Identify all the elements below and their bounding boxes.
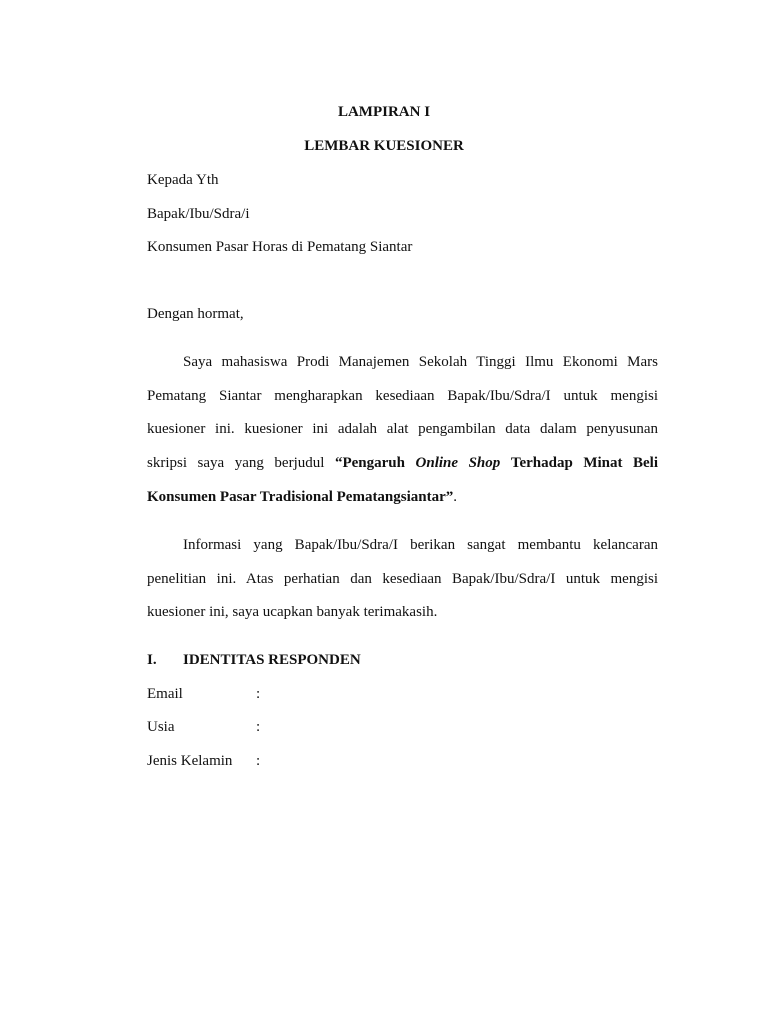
research-title-part-1: “Pengaruh bbox=[334, 455, 405, 471]
section-title: IDENTITAS RESPONDEN bbox=[183, 652, 361, 668]
address-line-1: Kepada Yth bbox=[147, 172, 219, 188]
research-title-italic: Online Shop bbox=[415, 455, 501, 471]
research-title-line-2: Konsumen Pasar Tradisional Pematangsiantar” bbox=[147, 489, 454, 505]
address-line-3: Konsumen Pasar Horas di Pematang Siantar bbox=[147, 239, 413, 255]
field-separator-usia: : bbox=[256, 719, 261, 735]
field-label-email: Email bbox=[147, 686, 183, 702]
paragraph-1-line-1: Saya mahasiswa Prodi Manajemen Sekolah Tinggi Ilmu Ekonomi Mars bbox=[183, 354, 658, 370]
field-separator-jenis-kelamin: : bbox=[256, 753, 261, 769]
section-number: I. bbox=[147, 652, 157, 668]
field-label-usia: Usia bbox=[147, 719, 175, 735]
paragraph-2-line-1: Informasi yang Bapak/Ibu/Sdra/I berikan sangat membantu kelancaran bbox=[183, 537, 658, 553]
paragraph-1-line-4-text: skripsi saya yang berjudul bbox=[147, 455, 325, 471]
paragraph-1-line-4 bbox=[147, 454, 658, 472]
paragraph-1-line-3: kuesioner ini. kuesioner ini adalah alat pengambilan data dalam penyusunan bbox=[147, 421, 658, 437]
document-subtitle: LEMBAR KUESIONER bbox=[304, 138, 464, 154]
greeting: Dengan hormat, bbox=[147, 306, 244, 322]
research-title-end: . bbox=[453, 489, 458, 505]
paragraph-1-line-2: Pematang Siantar mengharapkan kesediaan Bapak/Ibu/Sdra/I untuk mengisi bbox=[147, 388, 658, 404]
paragraph-2-line-2: penelitian ini. Atas perhatian dan kesediaan Bapak/Ibu/Sdra/I untuk mengisi bbox=[147, 571, 658, 587]
document-title: LAMPIRAN I bbox=[337, 104, 431, 120]
field-separator-email: : bbox=[256, 686, 261, 702]
paragraph-1-line-5 bbox=[147, 488, 457, 506]
field-label-jenis-kelamin: Jenis Kelamin bbox=[147, 753, 233, 769]
paragraph-2-line-3: kuesioner ini, saya ucapkan banyak terimakasih. bbox=[147, 604, 438, 620]
address-line-2: Bapak/Ibu/Sdra/i bbox=[147, 206, 250, 222]
research-title-part-2: Terhadap Minat Beli bbox=[510, 455, 659, 471]
